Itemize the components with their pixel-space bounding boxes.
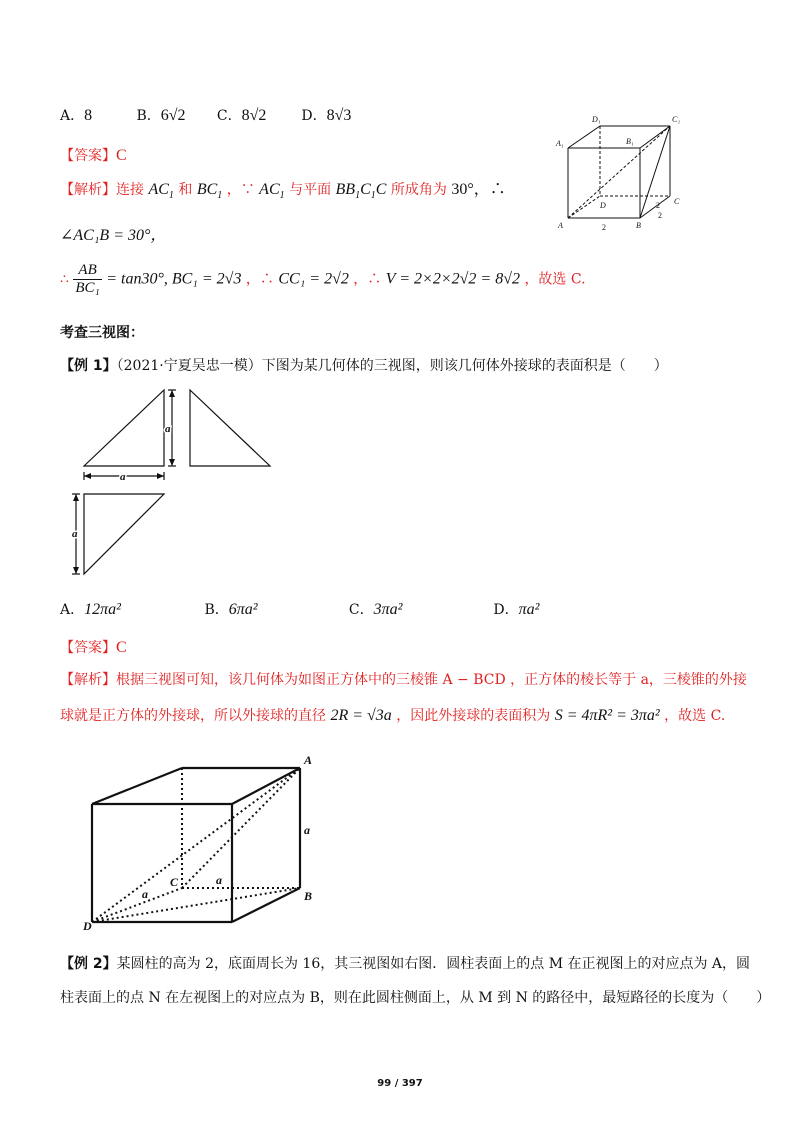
section-title: 考查三视图： — [60, 325, 144, 341]
ex1-options-row — [60, 600, 539, 620]
prev-analysis-line3: ∴ $\frac{AB}{\text{BC₁}}$ = tan30°, BC₁ = 2√3 ，∴ CC₁ = 2√2 ，∴ V = 2×2×2√2 = 8√2 ，故选 C. — [60, 262, 586, 296]
three-view-figure — [66, 384, 286, 580]
prev-option-d: D．8√3 — [301, 107, 352, 124]
label-a: A — [558, 221, 563, 230]
prev-answer: 【答案】C — [60, 147, 127, 164]
cube-label-d: D — [83, 919, 92, 933]
cube-pyramid-figure — [84, 752, 324, 932]
ex1-option-c: C．3πa² — [348, 601, 403, 618]
cube-label-b: B — [304, 889, 313, 903]
view-label-a-top: a — [72, 528, 78, 540]
ex2-line1: 【例 2】某圆柱的高为 2，底面周长为 16，其三视图如右图．圆柱表面上的点 M 在正视图上的对应点为 A，圆 — [60, 956, 751, 972]
view-label-a-vertical: a — [165, 423, 171, 435]
prev-option-c: C．8√2 — [216, 107, 267, 124]
ex1-option-d: D．πa² — [493, 601, 540, 618]
page-number: 99 / 397 — [377, 1078, 423, 1089]
label-c1: C₁ — [672, 115, 681, 124]
cuboid-figure — [548, 108, 698, 236]
ex1-option-a: A．12πa² — [60, 601, 121, 618]
label-a1: A₁ — [556, 139, 564, 148]
prev-option-b: B．6√2 — [136, 107, 186, 124]
label-c: C — [674, 197, 680, 206]
ex1-option-b: B．6πa² — [204, 601, 258, 618]
cube-label-a-back: a — [216, 873, 222, 887]
label-b1: B₁ — [626, 137, 634, 146]
ex1-analysis-line2: 球就是正方体的外接球，所以外接球的直径 2R = √3a ，因此外接球的表面积为 S = 4πR² = 3πa² ，故选 C. — [60, 707, 726, 724]
label-b: B — [636, 221, 641, 230]
ex1-analysis-line1: 【解析】根据三视图可知，该几何体为如图正方体中的三棱锥 A − BCD ，正方体的棱长等于 a，三棱锥的外接 — [60, 672, 747, 688]
cube-label-a: A — [304, 753, 313, 767]
prev-option-a: A．8 — [60, 107, 93, 124]
cube-label-a-diag: a — [142, 887, 148, 901]
label-edge-side: 2 — [658, 211, 662, 220]
ex2-line2: 柱表面上的点 N 在左视图上的对应点为 B，则在此圆柱侧面上，从 M 到 N 的路径中，最短路径的长度为（ ） — [60, 990, 771, 1006]
label-d1: D₁ — [592, 115, 601, 124]
ex1-question: 【例 1】（2021·宁夏吴忠一模）下图为某几何体的三视图，则该几何体外接球的表面积是（ ） — [60, 358, 668, 374]
label-d: D — [600, 201, 606, 210]
label-edge-front: 2 — [602, 223, 606, 232]
label-edge-back: 2 — [656, 201, 660, 210]
ex1-answer: 【答案】C — [60, 639, 127, 656]
prev-analysis-line2: ∠AC₁B = 30°， — [60, 227, 167, 244]
cube-label-a-edge: a — [304, 823, 310, 837]
cube-label-c: C — [170, 875, 179, 889]
prev-analysis-line1: 【解析】连接 $AC_1$ 和 $BC_1$ ，∵ $AC_1$ 与平面 $BB_1C_1C$ 所成角为 30°，∴ — [60, 181, 506, 202]
view-label-a-horizontal: a — [120, 471, 126, 483]
prev-options-row — [60, 106, 351, 126]
fraction-ab-bc1: $\frac{AB}{\text{BC₁}}$ — [75, 262, 100, 296]
